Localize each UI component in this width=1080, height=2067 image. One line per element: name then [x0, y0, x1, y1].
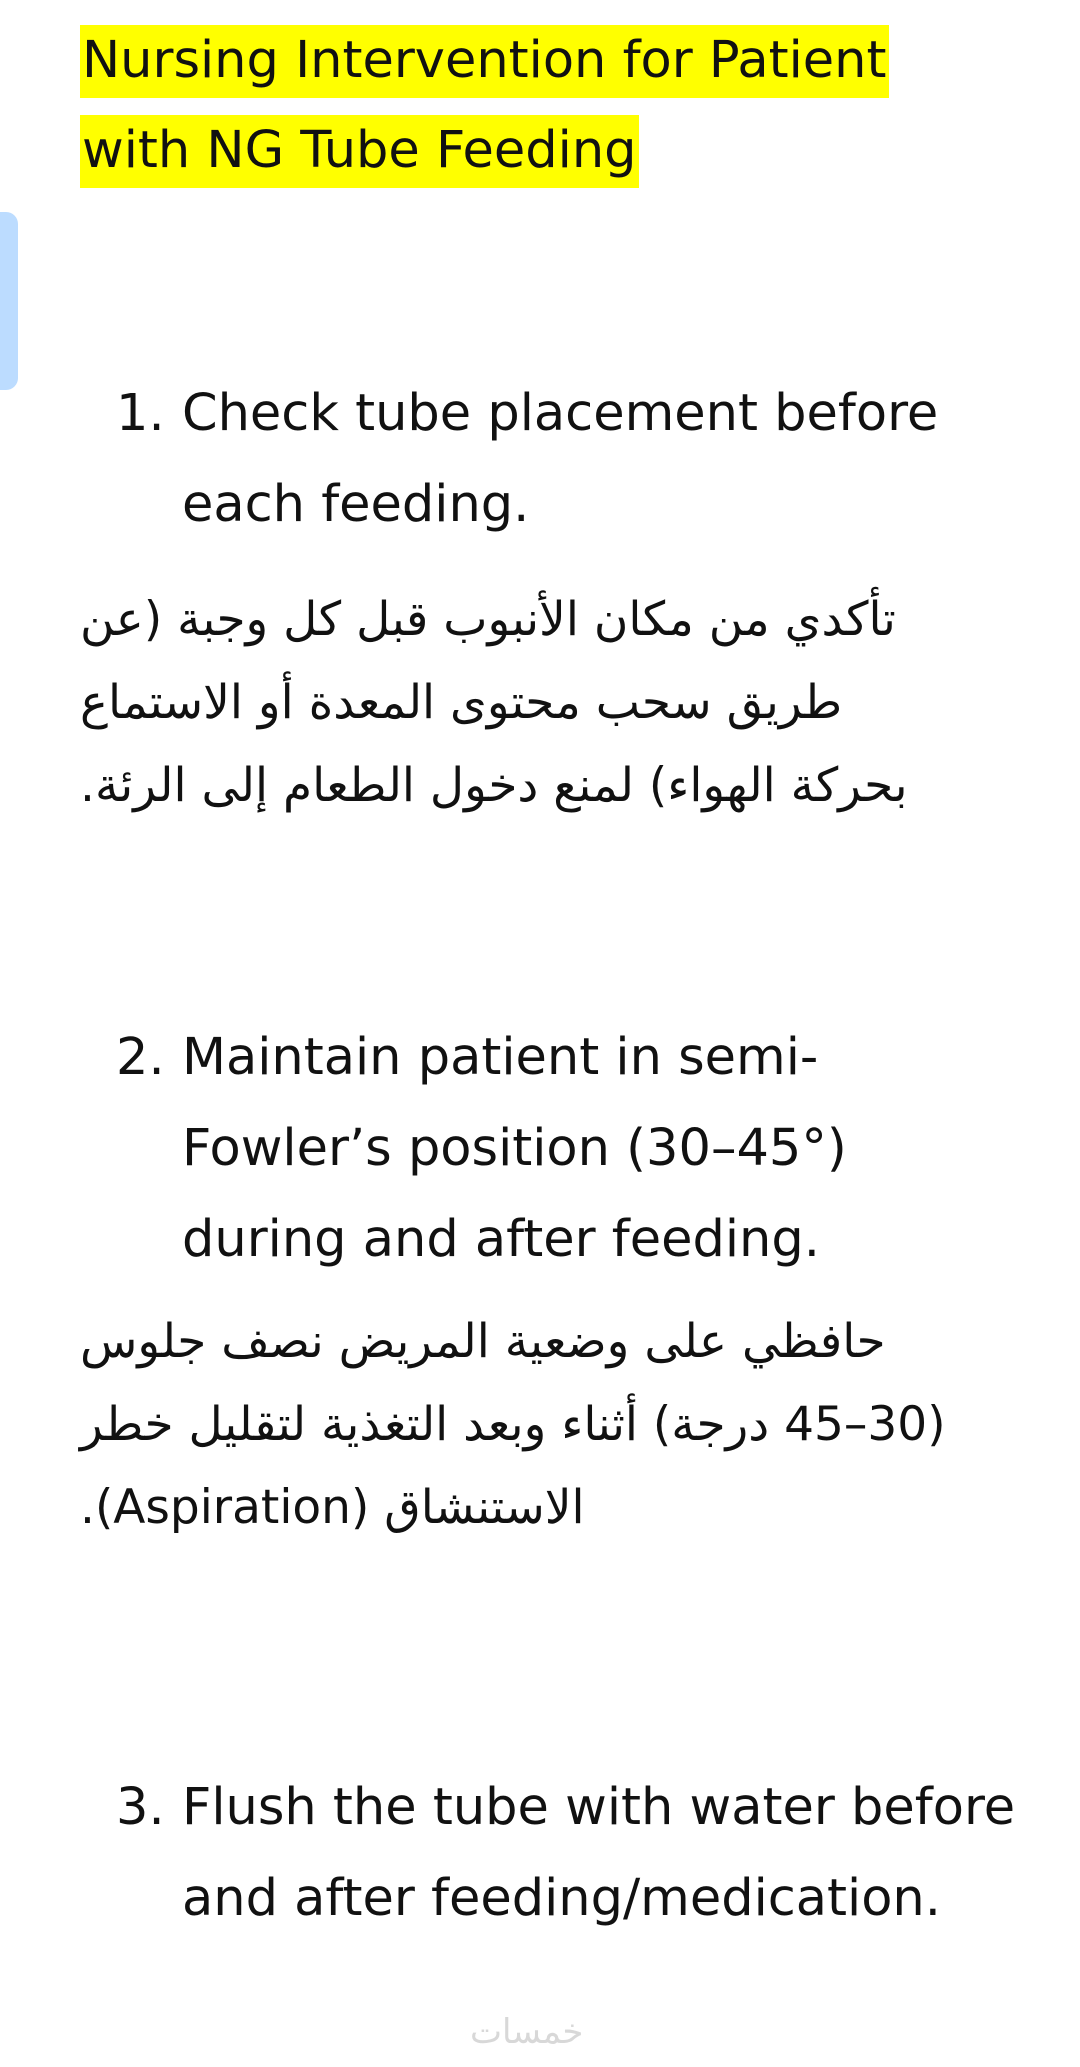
item-text — [182, 1762, 1016, 1944]
list-item-2 — [116, 1012, 1016, 1285]
watermark: خمسات — [470, 2012, 584, 2052]
item-number: 1. — [116, 384, 165, 443]
side-panel-handle[interactable] — [0, 212, 18, 390]
item-number: 2. — [116, 1028, 165, 1087]
page-title — [80, 16, 900, 196]
item-text-content: Flush the tube with water before and after feeding/medication. — [182, 1778, 1016, 1928]
list-item-3 — [116, 1762, 1016, 1944]
item-text — [182, 368, 1016, 550]
list-item-1 — [116, 368, 1016, 550]
item-text — [182, 1012, 1016, 1285]
item-number: 3. — [116, 1778, 165, 1837]
title-highlight: Nursing Intervention for Patient with NG Tube Feeding — [80, 25, 889, 188]
arabic-translation-2: حافظي على وضعية المريض نصف جلوس (30–45 درجة) أثناء وبعد التغذية لتقليل خطر الاستنشاق (Aspiration). — [80, 1314, 946, 1535]
item-text-content: Check tube placement before each feeding. — [182, 384, 939, 534]
arabic-translation-1: تأكدي من مكان الأنبوب قبل كل وجبة (عن طريق سحب محتوى المعدة أو الاستماع بحركة الهواء) لمنع دخول الطعام إلى الرئة. — [80, 592, 908, 813]
item-text-content: Maintain patient in semi-Fowler’s position (30–45°) during and after feeding. — [182, 1028, 847, 1269]
